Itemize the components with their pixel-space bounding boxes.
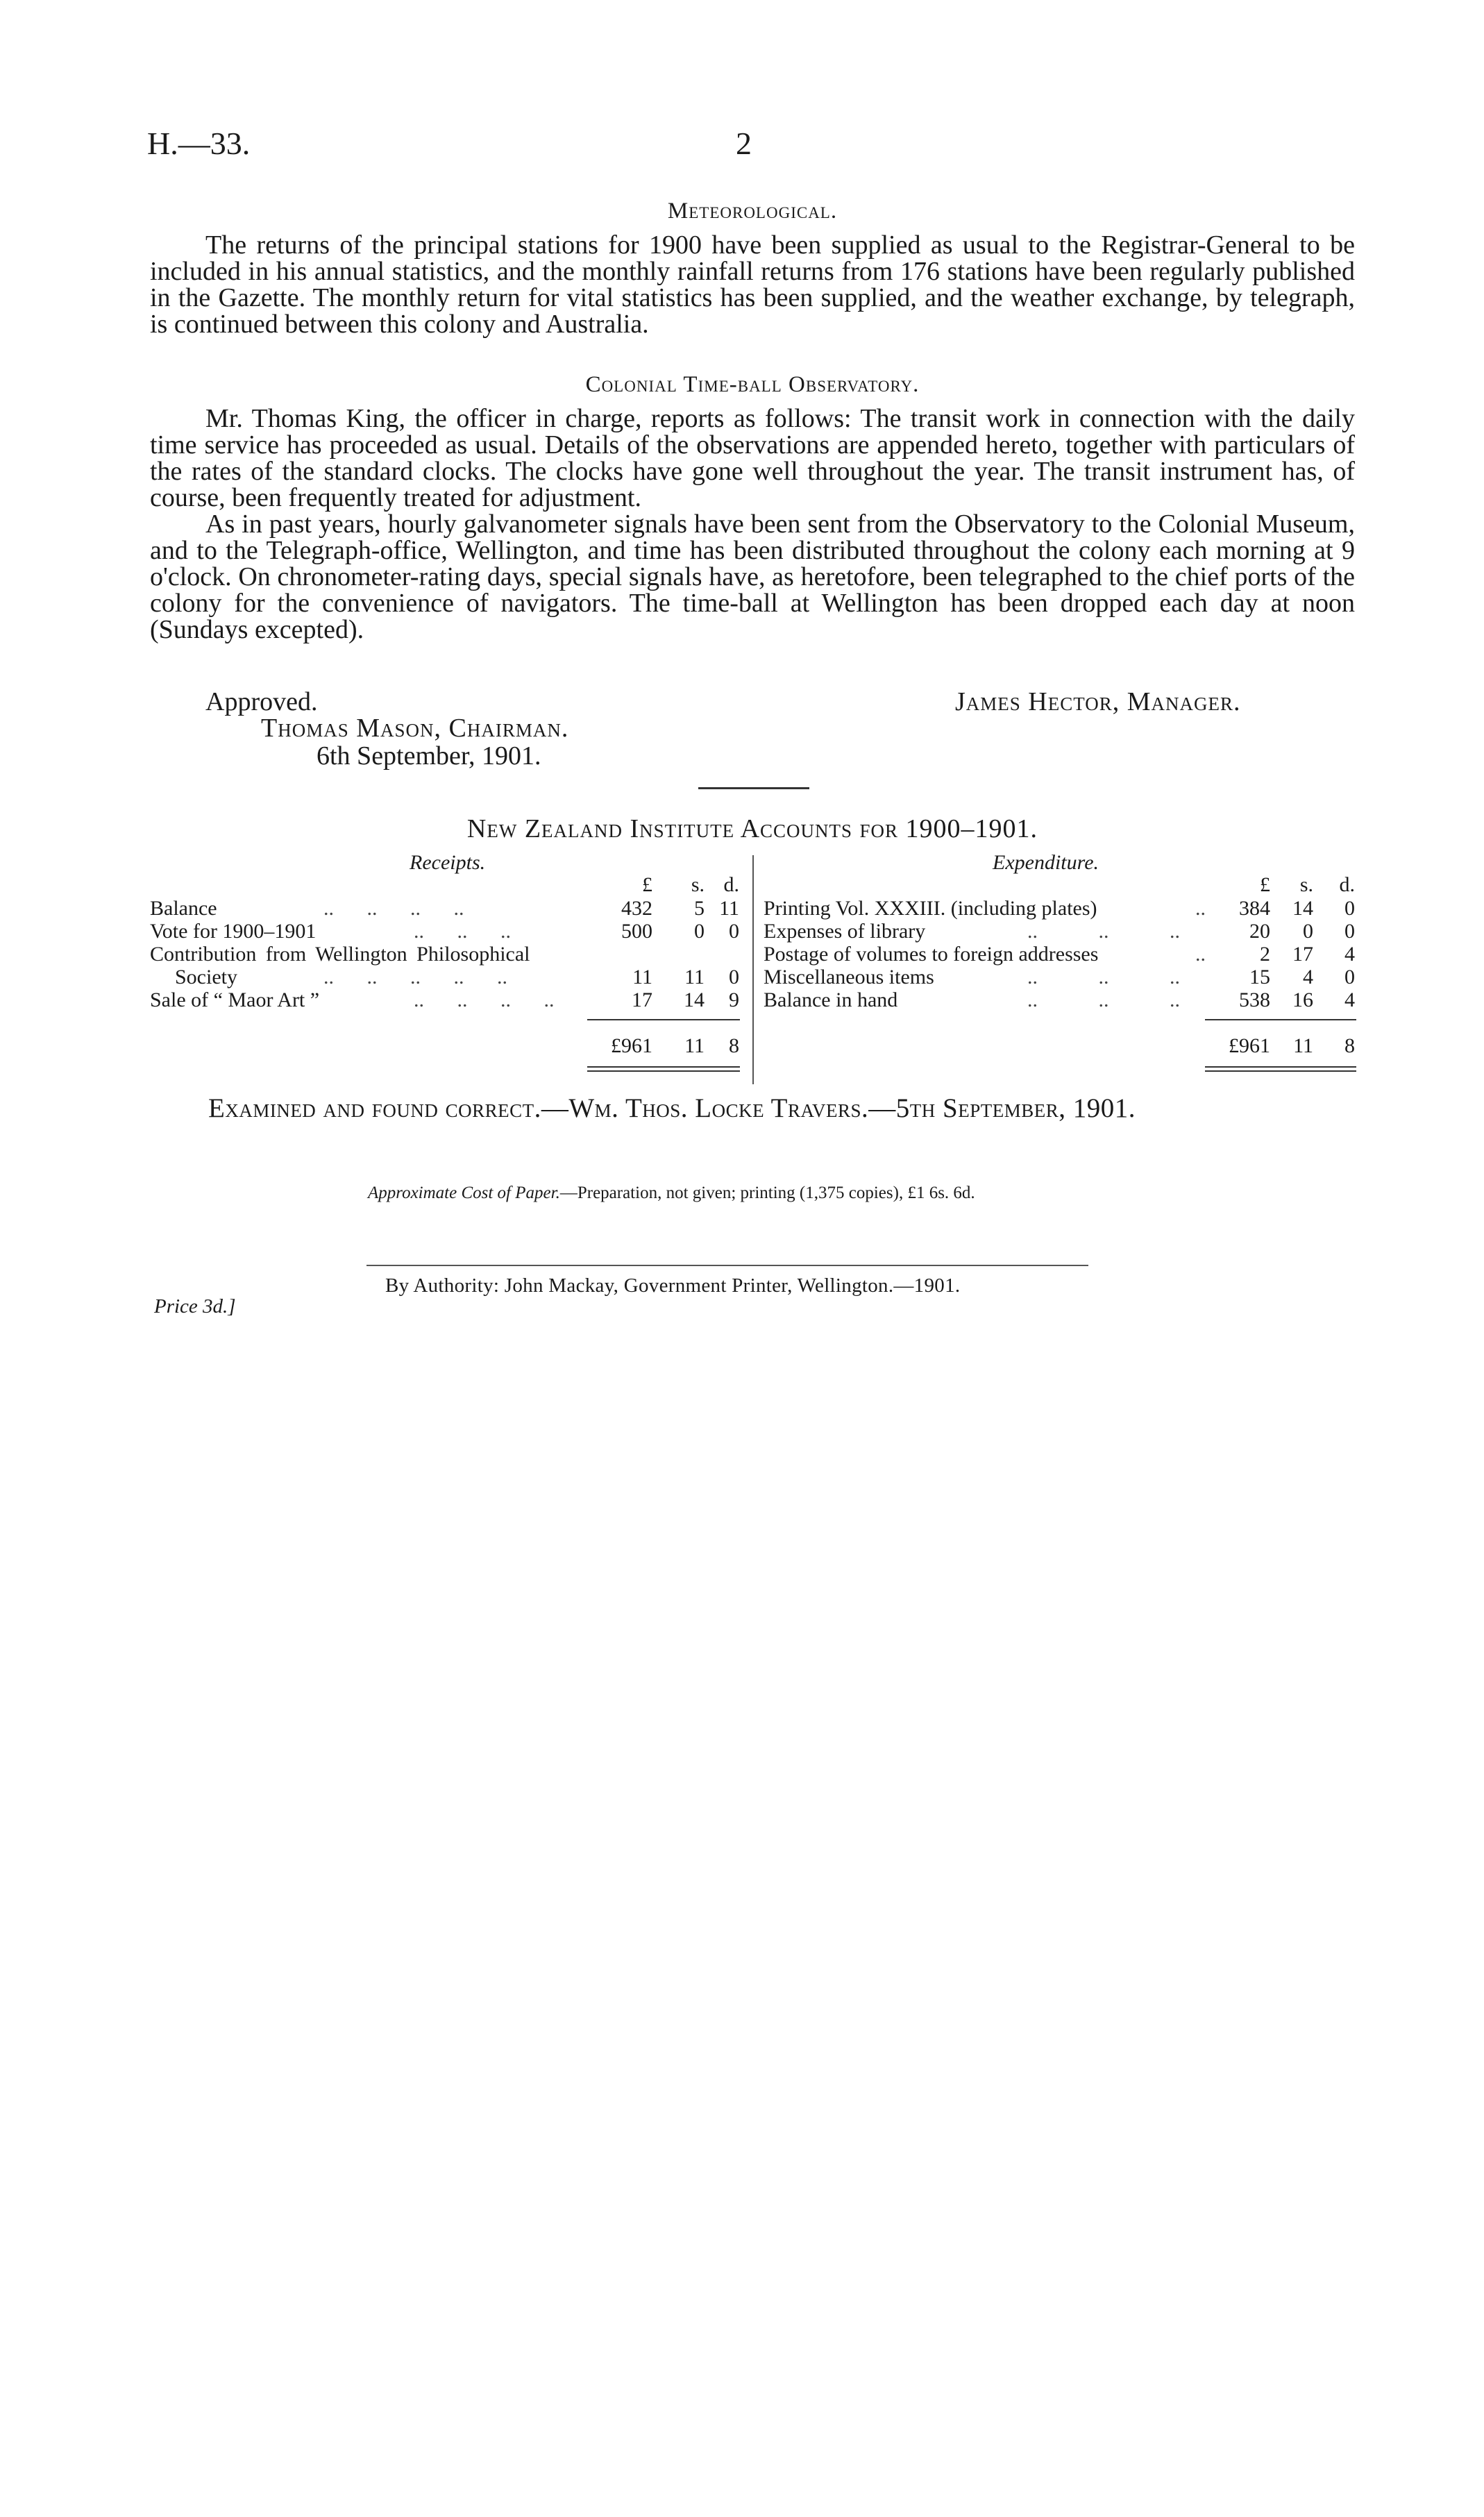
expenditure-col-pence: d. xyxy=(1339,873,1355,896)
expenditure-shillings: 14 xyxy=(1292,897,1313,920)
expenditure-subtotal-rule xyxy=(1205,1019,1356,1020)
expenditure-col-pounds: £ xyxy=(1260,873,1270,896)
accounts-column-divider xyxy=(752,855,754,1084)
expenditure-leader: .. .. .. xyxy=(1027,966,1180,988)
document-reference: H.—33. xyxy=(147,126,251,161)
receipts-col-pence: d. xyxy=(723,873,739,896)
receipt-pence: 0 xyxy=(729,966,739,988)
expenditure-shillings: 16 xyxy=(1292,988,1313,1011)
accounts-table xyxy=(0,0,1484,1111)
meteorological-heading: Meteorological. xyxy=(667,199,838,224)
receipt-pounds: 17 xyxy=(632,988,652,1011)
expenditure-label: Miscellaneous items xyxy=(764,966,934,988)
signoff-date: 6th September, 1901. xyxy=(317,741,541,771)
chairman-signature: Thomas Mason, Chairman. xyxy=(261,714,569,743)
receipt-pounds: 432 xyxy=(621,897,652,920)
approved-label: Approved. xyxy=(205,687,318,716)
receipt-pounds: 500 xyxy=(621,920,652,943)
meteorological-text: The returns of the principal stations for 1900 have been supplied as usual to the Registrar-General to be included in his annual statistics, and the monthly rainfall returns from 176 stations have been regularly published in the Gazette. The monthly return for vital statistics has been supplied, and the weather exchange, by telegraph, is continued between this colony and Australia. xyxy=(150,230,1355,339)
expenditure-leader: .. .. .. xyxy=(1027,988,1180,1011)
expenditure-leader: .. xyxy=(1195,897,1206,920)
receipt-label: Vote for 1900–1901 xyxy=(150,920,317,943)
expenditure-pounds: 538 xyxy=(1239,988,1270,1011)
receipt-pence: 11 xyxy=(719,897,739,920)
receipts-col-pounds: £ xyxy=(642,873,652,896)
accounts-title: New Zealand Institute Accounts for 1900–1901. xyxy=(466,814,1038,843)
page-number: 2 xyxy=(736,126,752,161)
receipt-label: Society xyxy=(175,966,237,988)
receipt-label: Sale of “ Maor Art ” xyxy=(150,988,320,1011)
examined-statement: Examined and found correct.—Wm. Thos. Locke Travers.—5th September, 1901. xyxy=(208,1093,1136,1123)
receipt-shillings: 14 xyxy=(684,988,705,1011)
expenditure-total-rule xyxy=(1205,1066,1356,1068)
observatory-paragraph-1: Mr. Thomas King, the officer in charge, reports as follows: The transit work in connection with the daily time service has proceeded as usual. Details of the observations are appended hereto, together with particulars of the rates of the standard clocks. The clocks have gone well throughout the year. The transit instrument has, of course, been frequently treated for adjustment. xyxy=(150,404,1355,512)
expenditure-pounds: 384 xyxy=(1239,897,1270,920)
expenditure-total-shillings: 11 xyxy=(1293,1034,1313,1057)
footer-rule xyxy=(366,1265,1088,1266)
cost-text: —Preparation, not given; printing (1,375 copies), £1 6s. 6d. xyxy=(559,1184,975,1202)
receipt-label: Balance xyxy=(150,897,217,920)
receipt-pounds: 11 xyxy=(632,966,652,988)
expenditure-total-pounds: £961 xyxy=(1229,1034,1270,1057)
receipts-heading: Receipts. xyxy=(410,851,486,874)
expenditure-pence: 0 xyxy=(1344,966,1355,988)
expenditure-pounds: 2 xyxy=(1260,943,1270,966)
receipts-total-pounds: £961 xyxy=(611,1034,652,1057)
receipts-subtotal-rule xyxy=(587,1019,740,1020)
receipt-shillings: 0 xyxy=(694,920,705,943)
expenditure-heading: Expenditure. xyxy=(993,851,1099,874)
receipt-pence: 9 xyxy=(729,988,739,1011)
expenditure-shillings: 17 xyxy=(1292,943,1313,966)
expenditure-pounds: 15 xyxy=(1249,966,1270,988)
cost-label: Approximate Cost of Paper. xyxy=(368,1184,560,1202)
price-note: Price 3d.] xyxy=(154,1295,236,1318)
observatory-paragraph-2: As in past years, hourly galvanometer signals have been sent from the Observatory to the Colonial Museum, and to the Telegraph-office, Wellington, and time has been distributed throughout the colony each morning at 9 o'clock. On chronometer-rating days, special signals have, as heretofore, been telegraphed to the chief ports of the colony for the convenience of navigators. The time-ball at Wellington has been dropped each day at noon (Sundays excepted). xyxy=(150,510,1355,644)
expenditure-label: Postage of volumes to foreign addresses xyxy=(764,943,1099,966)
receipt-label: Contribution from Wellington Philosophical xyxy=(150,943,530,966)
expenditure-pence: 4 xyxy=(1344,988,1355,1011)
expenditure-leader: .. xyxy=(1195,943,1206,966)
cost-of-paper xyxy=(368,1184,975,1203)
expenditure-label: Balance in hand xyxy=(764,988,898,1011)
expenditure-pence: 0 xyxy=(1344,897,1355,920)
expenditure-shillings: 0 xyxy=(1303,920,1313,943)
expenditure-label: Printing Vol. XXXIII. (including plates) xyxy=(764,897,1097,920)
expenditure-col-shillings: s. xyxy=(1299,873,1313,896)
manager-signature: James Hector, Manager. xyxy=(955,687,1241,716)
expenditure-total-pence: 8 xyxy=(1344,1034,1355,1057)
receipts-col-shillings: s. xyxy=(691,873,705,896)
receipt-leader: .. .. .. .. .. xyxy=(323,966,507,988)
receipts-total-rule xyxy=(587,1066,740,1068)
expenditure-label: Expenses of library xyxy=(764,920,926,943)
receipt-leader: .. .. .. .. xyxy=(323,897,464,920)
receipt-pence: 0 xyxy=(729,920,739,943)
expenditure-pence: 0 xyxy=(1344,920,1355,943)
receipts-total-shillings: 11 xyxy=(684,1034,705,1057)
printer-authority: By Authority: John Mackay, Government Printer, Wellington.—1901. xyxy=(385,1274,961,1297)
expenditure-total-rule xyxy=(1205,1070,1356,1072)
expenditure-leader: .. .. .. xyxy=(1027,920,1180,943)
receipt-leader: .. .. .. .. xyxy=(414,988,555,1011)
observatory-heading: Colonial Time-ball Observatory. xyxy=(585,372,920,397)
receipt-leader: .. .. .. xyxy=(414,920,511,943)
expenditure-pence: 4 xyxy=(1344,943,1355,966)
expenditure-shillings: 4 xyxy=(1303,966,1313,988)
receipt-shillings: 5 xyxy=(694,897,705,920)
receipts-total-rule xyxy=(587,1070,740,1072)
expenditure-pounds: 20 xyxy=(1249,920,1270,943)
receipt-shillings: 11 xyxy=(684,966,705,988)
receipts-total-pence: 8 xyxy=(729,1034,739,1057)
